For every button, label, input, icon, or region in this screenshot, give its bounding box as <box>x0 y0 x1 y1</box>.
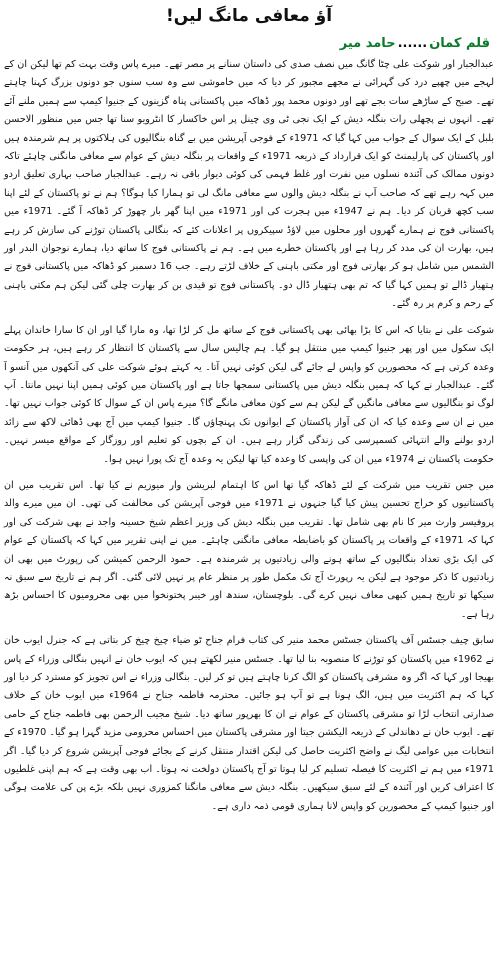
article-paragraph: عبدالجبار اور شوکت علی چٹا گانگ میں نصف صدی کی داستان سنانے پر مصر تھے۔ میرے پاس وقت بہت کم تھا لیکن ان کے لہجے میں چھپے درد کی گہرائی نے مجھے مجبور کر دیا کہ میں خاموشی سے وہ سب سنوں جو دونوں بزرگ کہنا چاہتے تھے۔ صبح کے ساڑھے سات بجے تھے اور دونوں محمد پور ڈھاکہ میں پاکستانی پناہ گزینوں کے جنیوا کیمپ سے ہمیں ملنے آئے تھے۔ انہوں نے پچھلی رات بنگلہ دیش کے ایک نجی ٹی وی چینل پر اس خاکسار کا انٹرویو سنا تھا جس میں منظور الاحسن بلبل کے ایک سوال کے جواب میں کہا گیا کہ 1971ء کے فوجی آپریشن میں بے گناہ بنگالیوں کی ہلاکتوں پر ہم شرمندہ ہیں اور پاکستان کی پارلیمنٹ کو ایک قرارداد کے ذریعہ 1971ء کے واقعات پر بنگلہ دیش کے عوام سے معافی مانگنی چاہئے تاکہ دونوں ممالک کی آئندہ نسلوں میں نفرت اور غلط فہمی کی کوئی دیوار باقی نہ رہے۔ عبدالجبار صاحب بہاری تعلیق اردو میں کہہ رہے تھے کہ صاحب آپ نے بنگلہ دیش والوں سے معافی مانگ لی تو ہمارا کیا ہوگا؟ ہم نے تو پاکستان کے لئے اپنا سب کچھ قربان کر دیا۔ ہم نے 1947ء میں ہجرت کی اور 1971ء میں اپنا گھر بار چھوڑ کر ڈھاکہ آ گئے۔ 1971ء میں پاکستانی فوج نے ہمارے گھروں اور محلوں میں لاؤڈ سپیکروں پر اعلانات کئے کہ بنگالی پاکستان توڑنے کی سازش کر رہے ہیں، بھارت ان کی مدد کر رہا ہے اور پاکستان خطرے میں ہے۔ ہم نے پاکستانی فوج کا ساتھ دیا، ہمارے نوجوان البدر اور الشمس میں شامل ہو کر بھارتی فوج اور مکتی باہنی کے خلاف لڑتے رہے۔ جب 16 دسمبر کو ڈھاکہ میں پاکستانی فوج نے ہتھیار ڈالے تو ہمیں کہا گیا کہ تم بھی ہتھیار ڈال دو۔ پاکستانی فوج تو قیدی بن کر بھارت چلی گئی لیکن ہم مکتی باہنی کے رحم و کرم پر رہ گئے۔ <box>4 59 495 310</box>
article-section-3 <box>4 477 494 624</box>
article-paragraph: میں جس تقریب میں شرکت کے لئے ڈھاکہ گیا تھا اس کا اہتمام لبریشن وار میوزیم نے کیا تھا۔ اس تقریب میں ان پاکستانیوں کو خراج تحسین پیش کیا گیا جنہوں نے 1971ء میں فوجی آپریشن کی مخالفت کی تھی۔ ان میں میرے والد پروفیسر وارث میر کا نام بھی شامل تھا۔ تقریب میں بنگلہ دیش کی وزیر اعظم شیخ حسینہ واجد نے بھی شرکت کی اور کہا کہ 1971ء کے واقعات پر پاکستان کو باضابطہ معافی مانگنی چاہئے۔ میں نے اپنی تقریر میں کہا کہ پاکستان کے عوام کی ایک بڑی تعداد بنگالیوں کے ساتھ ہونے والی زیادتیوں پر شرمندہ ہے۔ حمود الرحمن کمیشن کی رپورٹ میں بھی ان زیادتیوں کا ذکر موجود ہے لیکن یہ رپورٹ آج تک مکمل طور پر منظر عام پر نہیں لائی گئی۔ اگر ہم نے تاریخ سے سبق نہ سیکھا تو تاریخ ہمیں کبھی معاف نہیں کرے گی۔ بلوچستان، سندھ اور خیبر پختونخوا میں بھی محرومیوں کا احساس بڑھ رہا ہے۔ <box>4 479 494 620</box>
article-section-4 <box>4 632 494 816</box>
article-title: آؤ معافی مانگ لیں! <box>165 6 333 26</box>
byline-separator: ...... <box>397 36 428 51</box>
byline <box>4 34 494 56</box>
article-section-2 <box>4 322 494 469</box>
author-name: حامد میر <box>339 36 396 51</box>
article-paragraph: شوکت علی نے بتایا کہ اس کا بڑا بھائی بھی پاکستانی فوج کے ساتھ مل کر لڑا تھا، وہ مارا گیا اور ان کا سارا خاندان پہلے ایک سکول میں اور پھر جنیوا کیمپ میں منتقل ہو گیا۔ ہم چالیس سال سے پاکستان کا انتظار کر رہے ہیں، ہر حکومت وعدہ کرتی ہے کہ محصورین کو واپس لے جائے گی لیکن کوئی نہیں آتا۔ یہ کہتے ہوئے شوکت علی کی آنکھوں میں آنسو آ گئے۔ عبدالجبار نے کہا کہ ہمیں بنگلہ دیش میں پاکستانی سمجھا جاتا ہے اور پاکستان میں کوئی ہمیں اپنا نہیں مانتا۔ آپ لوگ تو بنگالیوں سے معافی مانگیں گے لیکن ہم سے کون معافی مانگے گا؟ میرے پاس ان کے سوال کا کوئی جواب نہیں تھا۔ میں نے ان سے وعدہ کیا کہ ان کی آواز پاکستان کے ایوانوں تک پہنچاؤں گا۔ جنیوا کیمپ میں آج بھی ڈھائی لاکھ سے زائد اردو بولنے والے انتہائی کسمپرسی کی زندگی گزار رہے ہیں۔ ان کے بچوں کو تعلیم اور روزگار کے مواقع میسر نہیں۔ حکومت پاکستان نے 1974ء میں ان کی واپسی کا وعدہ کیا تھا لیکن یہ وعدہ آج تک پورا نہیں ہوا۔ <box>4 324 494 465</box>
article-section-1 <box>4 56 494 314</box>
column-name: قلم کمان <box>429 36 490 51</box>
article-paragraph: سابق چیف جسٹس آف پاکستان جسٹس محمد منیر کی کتاب فرام جناح ٹو ضیاء چیخ چیخ کر بتاتی ہے کہ جنرل ایوب خان نے 1962ء میں پاکستان کو توڑنے کا منصوبہ بنا لیا تھا۔ جسٹس منیر لکھتے ہیں کہ ایوب خان نے انہیں بنگالی وزراء کے پاس بھیجا اور کہا کہ اگر وہ مشرقی پاکستان کو الگ کرنا چاہتے ہیں تو کر لیں۔ بنگالی وزراء نے اس تجویز کو مسترد کر دیا اور کہا کہ ہم اکثریت میں ہیں، الگ ہونا ہے تو آپ ہو جائیں۔ محترمہ فاطمہ جناح نے 1964ء میں ایوب خان کے خلاف صدارتی انتخاب لڑا تو مشرقی پاکستان کے عوام نے ان کا بھرپور ساتھ دیا۔ شیخ مجیب الرحمن بھی فاطمہ جناح کے حامی تھے۔ ایوب خان نے دھاندلی کے ذریعہ الیکشن جیتا اور مشرقی پاکستان میں احساس محرومی مزید گہرا ہو گیا۔ 1970ء کے انتخابات میں عوامی لیگ نے واضح اکثریت حاصل کی لیکن اقتدار منتقل کرنے کے بجائے فوجی آپریشن شروع کر دیا گیا۔ اگر 1971ء میں ہم نے اکثریت کا فیصلہ تسلیم کر لیا ہوتا تو آج پاکستان دولخت نہ ہوتا۔ اب بھی وقت ہے کہ ہم اپنی غلطیوں کا اعتراف کریں اور آئندہ کے لئے سبق سیکھیں۔ بنگلہ دیش سے معافی مانگنا کمزوری نہیں بلکہ بڑے پن کی علامت ہوگی اور جنیوا کیمپ کے محصورین کو واپس لانا ہماری قومی ذمہ داری ہے۔ <box>4 635 495 812</box>
